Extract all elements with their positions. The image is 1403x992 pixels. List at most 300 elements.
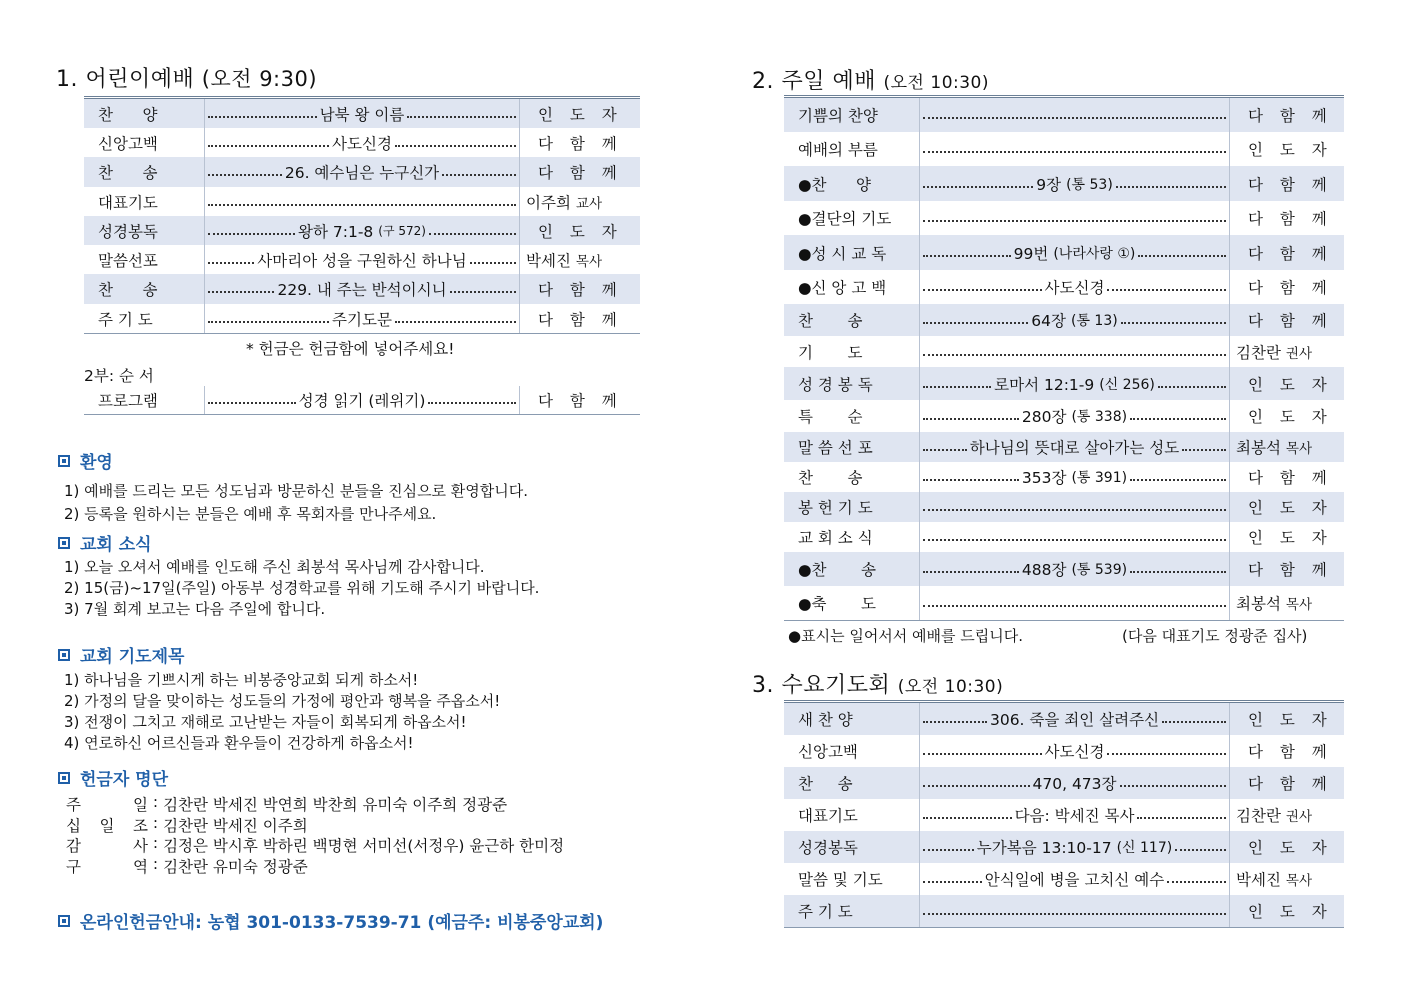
welcome-item: 1) 예배를 드리는 모든 성도님과 방문하신 분들을 진심으로 환영합니다. [64, 482, 529, 500]
leader-dots [208, 204, 516, 206]
order-item-leader [1230, 462, 1344, 492]
content-text: 하나님의 뜻대로 살아가는 성도 [969, 439, 1180, 457]
order-item-name: ●축 도 [784, 586, 920, 620]
content-note: (신 256) [1099, 376, 1155, 393]
content-text: 99번 [1013, 244, 1049, 263]
content-note: (신 117) [1116, 840, 1173, 856]
content-note: (구 572) [378, 224, 426, 238]
leader-label: 다 함 께 [538, 310, 623, 329]
order-row [784, 863, 1344, 895]
order-item-content [920, 831, 1230, 863]
order-item-content [920, 432, 1230, 462]
order-item-content [920, 735, 1230, 767]
leader-dots [208, 233, 295, 235]
order-item-content [920, 895, 1230, 927]
leader-dots [923, 186, 1033, 188]
content-text: 로마서 12:1-9 [994, 375, 1095, 394]
content-text: 280장 [1021, 408, 1067, 426]
donor-category-char: 감 [66, 837, 81, 855]
order-item-leader [1230, 367, 1344, 400]
leader-dots [923, 605, 1226, 607]
order-item-content [205, 245, 520, 274]
leader-label: 인 도 자 [538, 222, 623, 241]
leader-dots [1107, 289, 1226, 291]
leader-dots [208, 321, 329, 323]
order-item-name: 찬 송 [784, 767, 920, 799]
order-item-name: 주 기 도 [84, 304, 205, 333]
leader-dots [923, 289, 1042, 291]
square-bullet-icon [58, 455, 70, 467]
leader-dots [1138, 255, 1226, 257]
order-item-name: 말 씀 선 포 [784, 432, 920, 462]
order-row [784, 132, 1344, 166]
order-item-name: 신앙고백 [84, 128, 205, 157]
donor-names: 김정은 박시후 박하린 백명현 서미선(서정우) 윤근하 한미정 [163, 837, 565, 855]
leader-dots [923, 753, 1042, 755]
order-item-name: ●결단의 기도 [784, 201, 920, 235]
order-item-leader [1230, 98, 1344, 132]
content-note: (통 391) [1071, 470, 1128, 486]
order-row [784, 522, 1344, 552]
leader-dots [1182, 449, 1226, 451]
content-text: 사도신경 [332, 134, 392, 153]
order-item-leader [1230, 863, 1344, 895]
leader-dots [1167, 881, 1226, 883]
order-row [784, 367, 1344, 400]
leader-role: 권사 [1285, 345, 1313, 362]
content-note: (통 539) [1071, 562, 1128, 578]
wednesday-service-order [784, 700, 1344, 928]
leader-label: 다 함 께 [1248, 210, 1333, 228]
content-text: 주기도문 [332, 310, 392, 329]
donor-category-char: 역 [133, 858, 148, 876]
leader-dots [923, 117, 1226, 119]
order-item-content [920, 586, 1230, 620]
prayer-item: 1) 하나님을 기쁘시게 하는 비봉중앙교회 되게 하소서! [64, 671, 419, 689]
order-item-name: ●신 앙 고 백 [784, 270, 920, 304]
square-bullet-icon [58, 537, 70, 549]
order-row [784, 400, 1344, 432]
separator: : [148, 834, 164, 852]
donor-category-char: 십 [66, 817, 81, 835]
order-item-content [205, 386, 520, 414]
order-row [784, 552, 1344, 586]
order-item-name: 특 순 [784, 400, 920, 432]
leader-dots [1175, 849, 1226, 851]
children-service-order [84, 96, 640, 334]
donor-category [66, 793, 148, 815]
leader-label: 다 함 께 [1248, 469, 1333, 487]
leader-dots [208, 116, 317, 118]
content-text: 사도신경 [1044, 279, 1105, 297]
leader-label: 인 도 자 [1248, 141, 1333, 159]
order-row [84, 386, 640, 414]
order-item-content [920, 552, 1230, 586]
order-row [84, 187, 640, 216]
leader-label: 인 도 자 [1248, 711, 1333, 729]
prayer-item: 4) 연로하신 어르신들과 환우들이 건강하게 하옵소서! [64, 734, 414, 752]
leader-label: 다 함 께 [1248, 244, 1333, 263]
order-row [784, 735, 1344, 767]
order-item-name: 찬 송 [84, 274, 205, 304]
content-text: 9장 [1036, 175, 1062, 194]
leader-role: 목사 [1285, 441, 1313, 457]
order-item-content [205, 274, 520, 304]
leader-dots [1107, 753, 1226, 755]
leader-dots [1158, 386, 1226, 388]
order-row [84, 99, 640, 128]
news-heading: 교회 소식 [58, 530, 152, 555]
order-item-name: 찬 송 [784, 304, 920, 336]
leader-name: 박세진 [526, 251, 571, 270]
order-item-name: ●찬 송 [784, 552, 920, 586]
prayer-heading: 교회 기도제목 [58, 642, 184, 667]
order-item-leader [1230, 586, 1344, 620]
content-text: 성경 읽기 (레위기) [298, 392, 426, 410]
leader-label: 다 함 께 [1248, 279, 1333, 297]
donor-names: 김찬란 유미숙 정광준 [163, 858, 308, 876]
leader-dots [429, 233, 516, 235]
order-row [784, 270, 1344, 304]
content-note: (통 13) [1071, 313, 1118, 329]
order-item-content [205, 157, 520, 187]
order-item-name: 교 회 소 식 [784, 522, 920, 552]
leader-dots [923, 255, 1011, 257]
leader-label: 인 도 자 [538, 105, 623, 124]
order-row [784, 166, 1344, 201]
donor-category [66, 855, 148, 877]
donor-category-char: 주 [66, 796, 81, 814]
order-item-name: 대표기도 [84, 187, 205, 216]
leader-role: 교사 [575, 195, 603, 212]
leader-label: 다 함 께 [538, 281, 623, 299]
order-item-content [920, 270, 1230, 304]
content-note: (통 338) [1071, 409, 1128, 425]
order-item-leader [1230, 235, 1344, 270]
leader-dots [1130, 479, 1226, 481]
donor-row [66, 814, 308, 836]
order-item-name: 성 경 봉 독 [784, 367, 920, 400]
order-item-leader [1230, 132, 1344, 166]
content-text: 353장 [1021, 469, 1067, 487]
order-row [84, 245, 640, 274]
order-row [784, 432, 1344, 462]
order-item-name: 신앙고백 [784, 735, 920, 767]
order-item-leader [520, 386, 640, 414]
online-label: 온라인헌금안내: [80, 913, 202, 933]
order-item-leader [1230, 400, 1344, 432]
order-item-name: 성경봉독 [84, 216, 205, 245]
content-text: 사마리아 성을 구원하신 하나님 [257, 251, 467, 270]
leader-dots [923, 479, 1019, 481]
leader-name: 최봉석 [1236, 595, 1281, 613]
order-item-name: 성경봉독 [784, 831, 920, 863]
order-row [784, 586, 1344, 620]
order-item-leader [520, 274, 640, 304]
order-row [784, 831, 1344, 863]
order-item-name: 기쁨의 찬양 [784, 98, 920, 132]
leader-dots [1130, 418, 1226, 420]
order-row [784, 895, 1344, 927]
leader-dots [923, 881, 982, 883]
donor-row [66, 855, 308, 877]
order-item-leader [520, 216, 640, 245]
order-item-content [205, 128, 520, 157]
order-item-name: 프로그램 [84, 386, 205, 414]
order-item-content [920, 235, 1230, 270]
order-row [784, 304, 1344, 336]
leader-label: 다 함 께 [538, 164, 623, 182]
order-item-leader [1230, 432, 1344, 462]
leader-label: 다 함 께 [1248, 312, 1333, 330]
leader-dots [923, 220, 1226, 222]
order-item-leader [1230, 735, 1344, 767]
order-item-leader [1230, 895, 1344, 927]
news-item: 3) 7월 회계 보고는 다음 주일에 합니다. [64, 600, 326, 618]
next-prayer-note: (다음 대표기도 정광준 집사) [1122, 627, 1308, 645]
order-item-leader [520, 128, 640, 157]
order-row [84, 128, 640, 157]
leader-dots [208, 262, 254, 264]
leader-label: 인 도 자 [1248, 499, 1333, 517]
donor-row [66, 834, 564, 856]
order-item-leader [1230, 767, 1344, 799]
order-row [784, 462, 1344, 492]
content-note: (나라사랑 ①) [1053, 245, 1136, 262]
order-item-name: 대표기도 [784, 799, 920, 831]
order-row [784, 767, 1344, 799]
leader-dots [1137, 817, 1226, 819]
order-item-name: 말씀 및 기도 [784, 863, 920, 895]
leader-name: 이주희 [526, 193, 571, 212]
order-item-name: 찬 양 [84, 99, 205, 128]
order-item-content [920, 522, 1230, 552]
order-item-name: ●성 시 교 독 [784, 235, 920, 270]
donors-heading: 헌금자 명단 [58, 765, 168, 790]
leader-dots [923, 571, 1019, 573]
order-item-content [920, 462, 1230, 492]
order-row [84, 157, 640, 187]
order-row [784, 201, 1344, 235]
leader-label: 다 함 께 [538, 392, 623, 410]
order-item-content [920, 367, 1230, 400]
order-row [784, 492, 1344, 522]
order-item-leader [1230, 166, 1344, 201]
welcome-item: 2) 등록을 원하시는 분들은 예배 후 목회자를 만나주세요. [64, 505, 437, 523]
leader-name: 김찬란 [1236, 807, 1281, 825]
order-item-name: 말씀선포 [84, 245, 205, 274]
order-row [784, 235, 1344, 270]
order-row [784, 98, 1344, 132]
order-item-content [920, 799, 1230, 831]
part2-order [84, 386, 640, 415]
leader-dots [208, 291, 274, 293]
order-item-leader [1230, 304, 1344, 336]
leader-label: 다 함 께 [1248, 107, 1333, 125]
leader-dots [923, 354, 1226, 356]
order-item-content [205, 187, 520, 216]
content-text: 306. 죽을 죄인 살려주신 [989, 711, 1160, 729]
leader-dots [923, 418, 1019, 420]
offering-note: * 헌금은 헌금함에 넣어주세요! [246, 340, 455, 358]
order-item-leader [1230, 831, 1344, 863]
order-row [784, 336, 1344, 367]
leader-role: 목사 [575, 253, 603, 270]
leader-name: 최봉석 [1236, 439, 1281, 457]
leader-label: 다 함 께 [1248, 175, 1333, 194]
leader-dots [208, 402, 296, 404]
leader-dots [923, 721, 987, 723]
order-item-content [205, 216, 520, 245]
leader-role: 목사 [1285, 597, 1313, 613]
order-item-leader [1230, 703, 1344, 735]
leader-label: 인 도 자 [1248, 375, 1333, 394]
leader-dots [1120, 785, 1227, 787]
content-text: 안식일에 병을 고치신 예수 [984, 871, 1165, 889]
content-text: 229. 내 주는 반석이시니 [277, 281, 447, 299]
order-item-leader [520, 304, 640, 333]
leader-dots [923, 785, 1030, 787]
content-note: (통 53) [1066, 176, 1113, 193]
separator: : [148, 814, 164, 832]
content-text: 다음: 박세진 목사 [1014, 807, 1135, 825]
order-item-name: 예배의 부름 [784, 132, 920, 166]
donor-category [66, 834, 148, 856]
square-bullet-icon [58, 649, 70, 661]
order-item-content [205, 304, 520, 333]
content-text: 64장 [1031, 312, 1066, 330]
order-item-leader [1230, 492, 1344, 522]
leader-role: 권사 [1285, 809, 1313, 825]
order-item-content [920, 767, 1230, 799]
welcome-heading: 환영 [58, 448, 113, 473]
order-item-leader [520, 187, 640, 216]
order-item-content [920, 304, 1230, 336]
leader-role: 목사 [1285, 873, 1313, 889]
sunday-service-title: 2. 주일 예배 (오전 10:30) [752, 69, 990, 94]
leader-dots [208, 174, 282, 176]
leader-dots [1130, 571, 1226, 573]
donor-row [66, 793, 507, 815]
leader-dots [923, 386, 991, 388]
prayer-item: 3) 전쟁이 그치고 재해로 고난받는 자들이 회복되게 하옵소서! [64, 713, 467, 731]
content-text: 누가복음 13:10-17 [976, 839, 1112, 857]
news-item: 1) 오늘 오셔서 예배를 인도해 주신 최봉석 목사님께 감사합니다. [64, 558, 485, 576]
leader-dots [923, 322, 1028, 324]
square-bullet-icon [58, 772, 70, 784]
content-text: 남북 왕 이름 [319, 105, 405, 124]
part2-label: 2부: 순 서 [84, 367, 154, 385]
leader-dots [395, 145, 516, 147]
leader-dots [923, 817, 1012, 819]
leader-label: 다 함 께 [538, 134, 623, 153]
leader-dots [407, 116, 516, 118]
order-item-leader [1230, 336, 1344, 367]
wednesday-service-title: 3. 수요기도회 (오전 10:30) [752, 673, 1004, 698]
standing-note: ●표시는 일어서서 예배를 드립니다. [788, 627, 1024, 645]
order-item-content [205, 99, 520, 128]
separator: : [148, 793, 164, 811]
order-row [784, 703, 1344, 735]
order-item-content [920, 132, 1230, 166]
prayer-item: 2) 가정의 달을 맞이하는 성도들의 가정에 평안과 행복을 주옵소서! [64, 692, 501, 710]
leader-dots [1162, 721, 1226, 723]
order-item-leader [520, 99, 640, 128]
content-text: 26. 예수님은 누구신가 [284, 164, 440, 182]
leader-dots [428, 402, 516, 404]
leader-dots [923, 849, 974, 851]
donor-names: 김찬란 박세진 박연희 박찬희 유미숙 이주희 정광준 [163, 796, 508, 814]
order-item-leader [1230, 522, 1344, 552]
donor-category-char: 사 [133, 837, 148, 855]
leader-dots [923, 509, 1226, 511]
leader-label: 다 함 께 [1248, 743, 1333, 761]
leader-label: 인 도 자 [1248, 408, 1333, 426]
order-item-name: 찬 송 [84, 157, 205, 187]
donor-category-char: 구 [66, 858, 81, 876]
leader-dots [442, 174, 516, 176]
donor-category-char: 일 [133, 796, 148, 814]
leader-name: 박세진 [1236, 871, 1281, 889]
order-item-name: ●찬 양 [784, 166, 920, 201]
leader-dots [923, 539, 1226, 541]
leader-name: 김찬란 [1236, 343, 1281, 362]
order-item-leader [520, 157, 640, 187]
order-item-content [920, 201, 1230, 235]
content-text: 470, 473장 [1032, 775, 1117, 793]
donor-category-char: 일 [99, 817, 115, 835]
order-item-leader [1230, 270, 1344, 304]
order-item-leader [520, 245, 640, 274]
leader-dots [450, 291, 516, 293]
order-item-content [920, 336, 1230, 367]
children-service-title: 1. 어린이예배 (오전 9:30) [56, 67, 318, 92]
leader-dots [395, 321, 516, 323]
donor-names: 김찬란 박세진 이주희 [163, 817, 308, 835]
order-row [84, 274, 640, 304]
order-item-leader [1230, 552, 1344, 586]
leader-dots [1121, 322, 1226, 324]
order-item-content [920, 400, 1230, 432]
leader-label: 인 도 자 [1248, 903, 1333, 921]
order-item-leader [1230, 201, 1344, 235]
square-bullet-icon [58, 915, 70, 927]
donor-category [66, 814, 148, 836]
order-item-name: 기 도 [784, 336, 920, 367]
online-holder: (예금주: 비봉중앙교회) [427, 913, 604, 933]
leader-dots [923, 913, 1226, 915]
content-text: 사도신경 [1044, 743, 1105, 761]
leader-label: 다 함 께 [1248, 775, 1333, 793]
leader-label: 인 도 자 [1248, 529, 1333, 547]
order-item-name: 주 기 도 [784, 895, 920, 927]
donor-category-char: 조 [133, 817, 148, 835]
order-item-content [920, 492, 1230, 522]
sunday-service-order [784, 95, 1344, 621]
leader-dots [923, 449, 967, 451]
order-item-content [920, 703, 1230, 735]
order-item-content [920, 166, 1230, 201]
order-item-content [920, 863, 1230, 895]
order-row [84, 304, 640, 333]
order-row [784, 799, 1344, 831]
order-row [84, 216, 640, 245]
content-text: 488장 [1021, 561, 1067, 579]
leader-label: 인 도 자 [1248, 839, 1333, 857]
online-offering-info [58, 908, 603, 933]
order-item-name: 찬 송 [784, 462, 920, 492]
leader-dots [1116, 186, 1226, 188]
